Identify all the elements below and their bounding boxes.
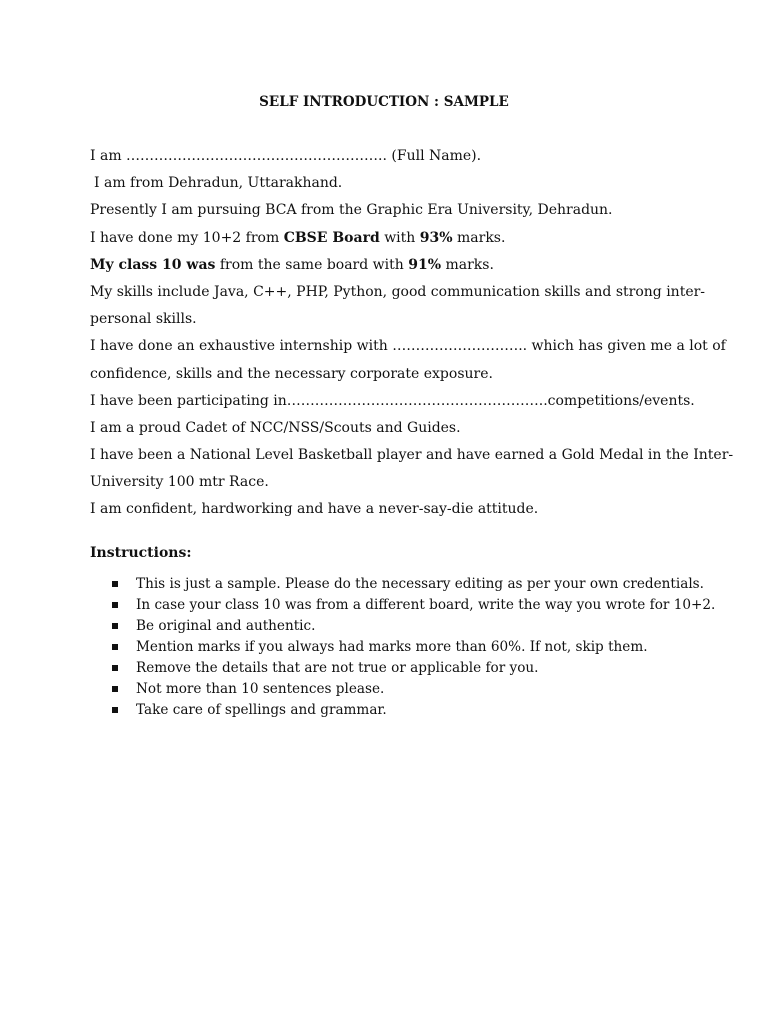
bullet-icon [112,686,118,692]
intro-line-attitude: I am confident, hardworking and have a never-say-die attitude. [90,501,539,518]
intro-line-12th [90,225,690,252]
intro-line-hometown: I am from Dehradun, Uttarakhand. [94,175,343,192]
instruction-item [112,658,715,679]
intro-line-name: I am ……………………………………………….. (Full Name). [90,148,482,164]
intro-line-basketball: I have been a National Level Basketball player and have earned a Gold Medal in the Inter- [90,447,734,464]
bullet-icon [112,665,118,671]
bullet-icon [112,623,118,629]
instruction-text: Take care of spellings and grammar. [136,702,387,718]
text-segment: I have done my 10+2 from [90,229,284,246]
instruction-item [112,616,715,637]
document-title: SELF INTRODUCTION : SAMPLE [259,94,509,110]
instruction-item [112,700,715,721]
intro-line-competitions: I have been participating in………………………………………………..competitions/events. [90,392,695,409]
instruction-text: Not more than 10 sentences please. [136,681,385,697]
marks-10th: 91% [408,256,442,273]
instruction-text: In case your class 10 was from a different board, write the way you wrote for 10+2. [136,597,716,613]
instruction-item [112,637,715,658]
bullet-icon [112,644,118,650]
intro-line-10th [90,252,690,279]
instruction-item [112,595,715,616]
intro-line-education: Presently I am pursuing BCA from the Graphic Era University, Dehradun. [90,202,613,219]
intro-line-skills-cont: personal skills. [90,311,197,328]
bullet-icon [112,602,118,608]
intro-line-skills: My skills include Java, C++, PHP, Python, good communication skills and strong inter- [90,283,706,300]
instruction-text: Be original and authentic. [136,618,316,634]
marks-12th: 93% [419,229,453,246]
instruction-item [112,679,715,700]
text-segment: marks. [452,229,506,246]
intro-line-cadet: I am a proud Cadet of NCC/NSS/Scouts and Guides. [90,419,461,436]
text-segment: with [379,229,420,246]
instruction-text: Remove the details that are not true or applicable for you. [136,660,539,676]
bullet-icon [112,707,118,713]
board-name: CBSE Board [283,229,380,246]
text-segment: from the same board with [215,256,409,273]
instruction-text: This is just a sample. Please do the necessary editing as per your own credentials. [136,576,704,592]
intro-line-internship-cont: confidence, skills and the necessary corporate exposure. [90,365,493,382]
instruction-item [112,574,715,595]
bullet-icon [112,581,118,587]
introduction-body [90,143,734,524]
instructions-heading: Instructions: [90,545,192,561]
text-segment: marks. [441,256,494,273]
instruction-text: Mention marks if you always had marks more than 60%. If not, skip them. [136,639,648,655]
intro-line-basketball-cont: University 100 mtr Race. [90,474,269,491]
intro-line-internship: I have done an exhaustive internship with ……………………….. which has given me a lot of [90,338,726,355]
instructions-list [112,574,715,721]
class-10-label: My class 10 was [90,256,216,273]
